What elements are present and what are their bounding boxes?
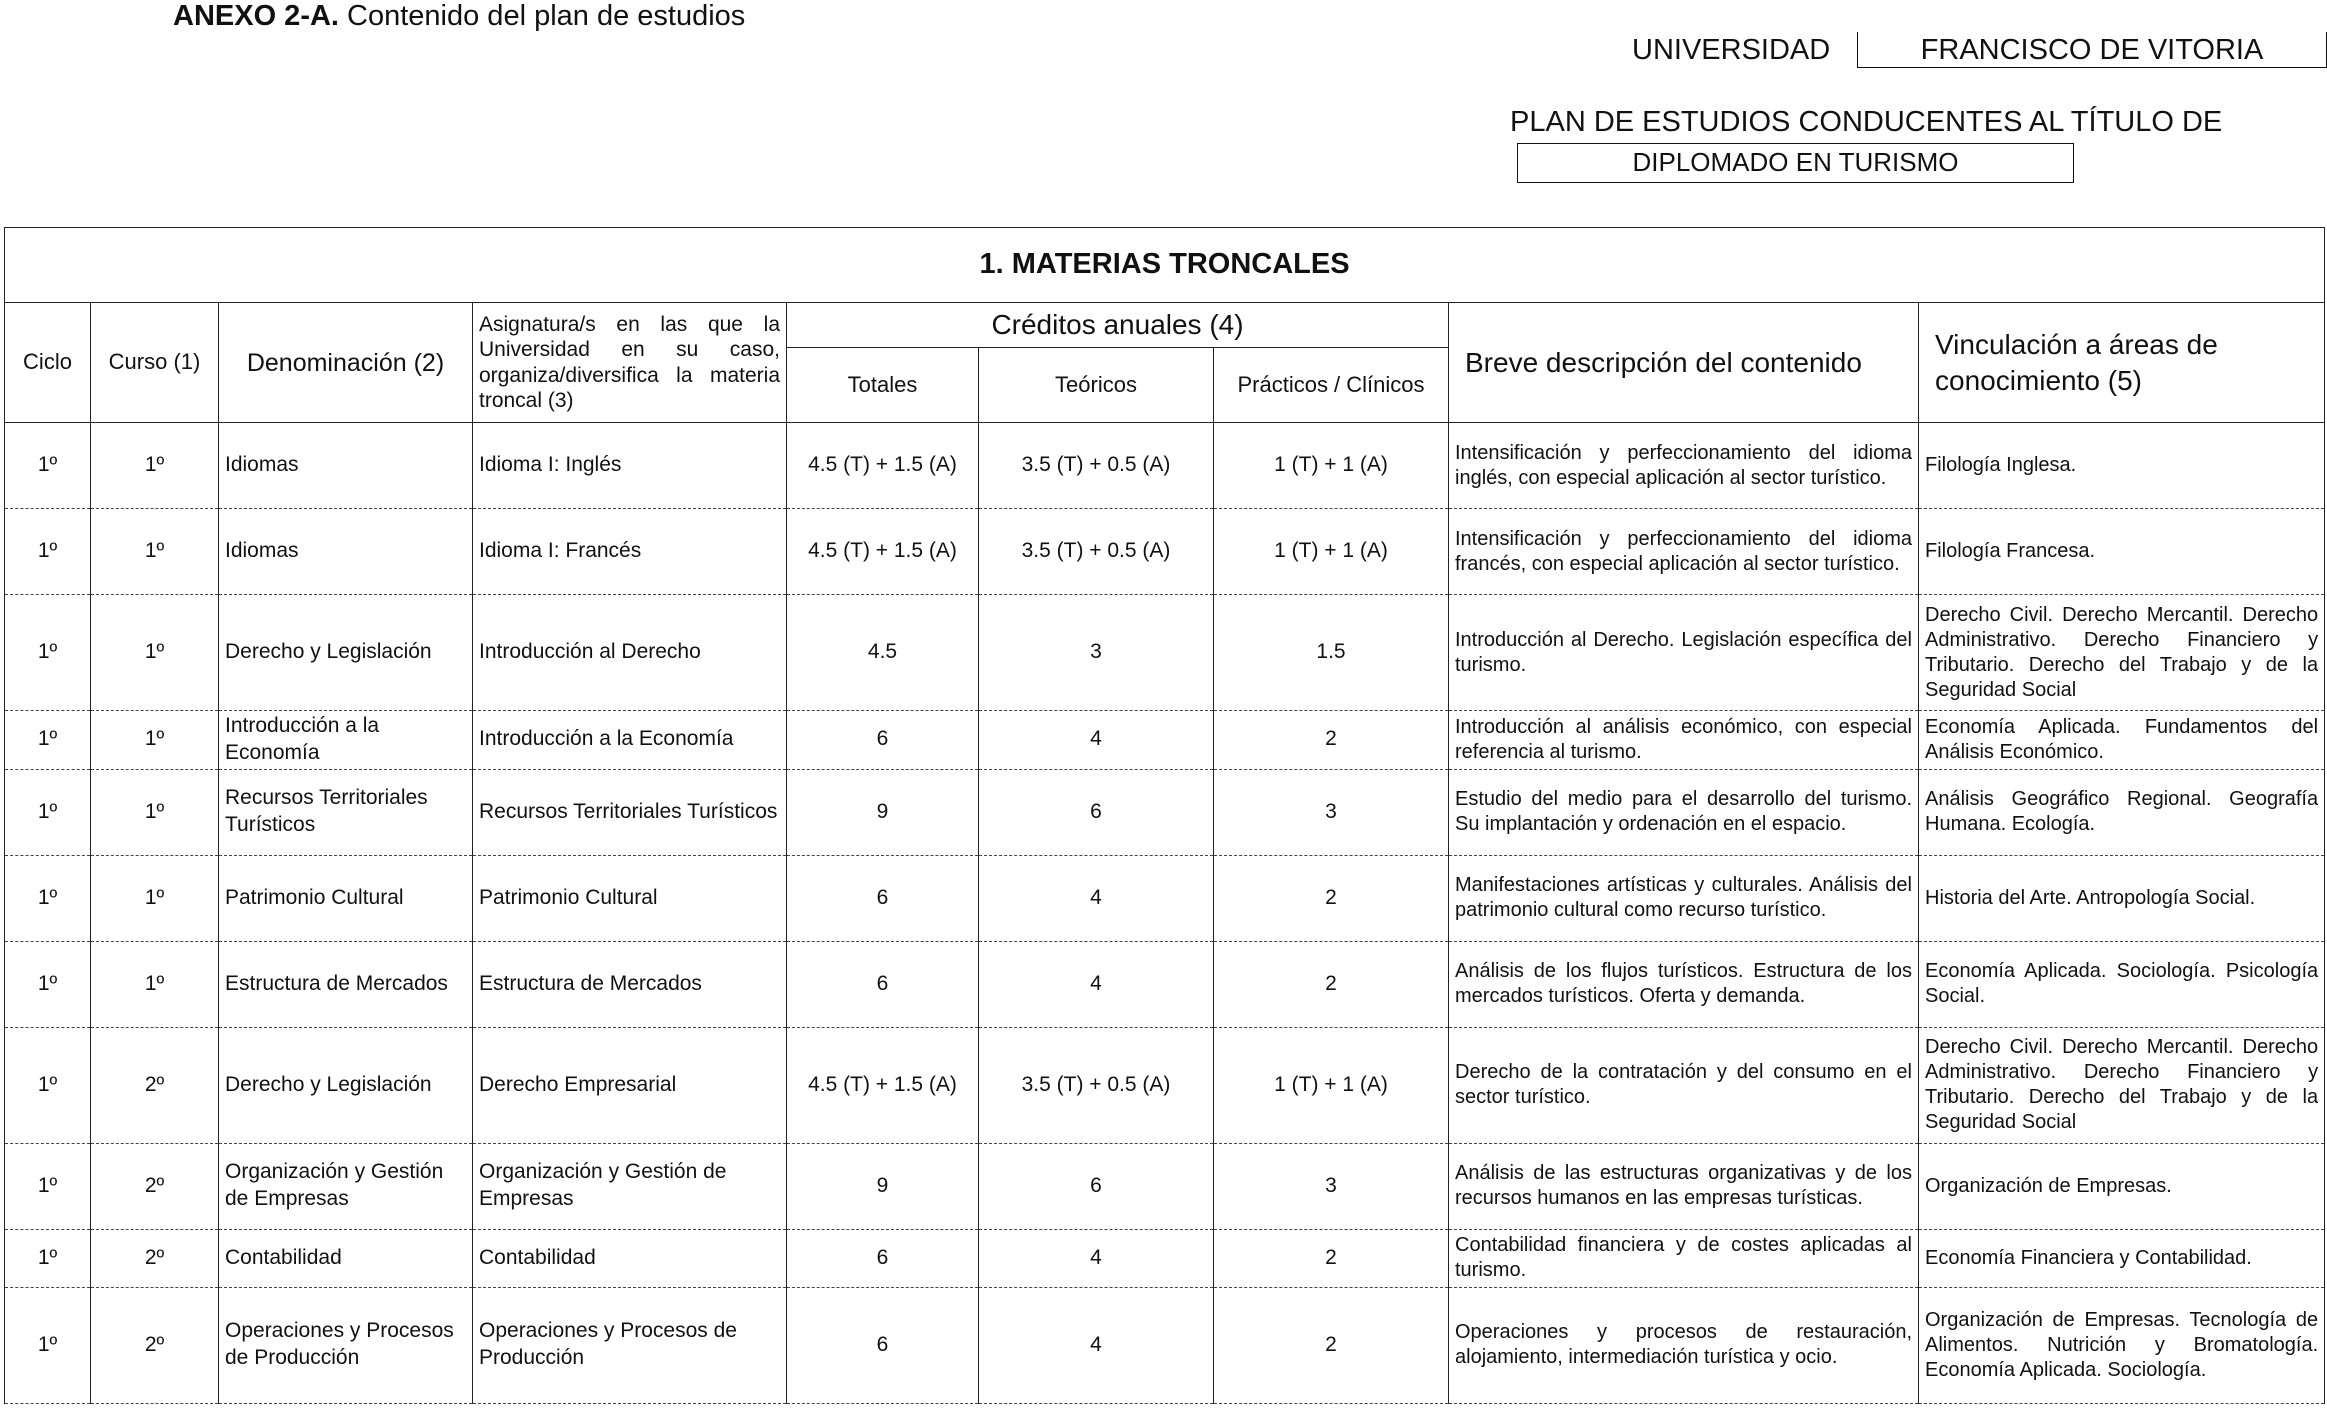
cell-denominacion: Patrimonio Cultural — [219, 855, 473, 941]
table-row — [5, 1229, 2325, 1287]
cell-vinculacion: Derecho Civil. Derecho Mercantil. Derecho Administrativo. Derecho Financiero y Tributario. Derecho del Trabajo y de la Seguridad Social — [1919, 1027, 2325, 1143]
cell-vinculacion: Análisis Geográfico Regional. Geografía Humana. Ecología. — [1919, 769, 2325, 855]
cell-ciclo: 1º — [5, 595, 91, 711]
cell-vinculacion: Filología Inglesa. — [1919, 423, 2325, 509]
cell-asignatura: Introducción a la Economía — [473, 711, 787, 770]
cell-ciclo: 1º — [5, 711, 91, 770]
cell-descripcion: Manifestaciones artísticas y culturales. Análisis del patrimonio cultural como recurso turístico. — [1449, 855, 1919, 941]
col-header-teoricos: Teóricos — [979, 348, 1214, 423]
cell-curso: 1º — [91, 941, 219, 1027]
cell-asignatura: Organización y Gestión de Empresas — [473, 1143, 787, 1229]
cell-asignatura: Estructura de Mercados — [473, 941, 787, 1027]
cell-denominacion: Estructura de Mercados — [219, 941, 473, 1027]
cell-asignatura: Introducción al Derecho — [473, 595, 787, 711]
cell-asignatura: Recursos Territoriales Turísticos — [473, 769, 787, 855]
col-header-totales: Totales — [787, 348, 979, 423]
cell-practicos: 1 (T) + 1 (A) — [1214, 509, 1449, 595]
cell-vinculacion: Historia del Arte. Antropología Social. — [1919, 855, 2325, 941]
cell-descripcion: Intensificación y perfeccionamiento del idioma inglés, con especial aplicación al sector turístico. — [1449, 423, 1919, 509]
cell-denominacion: Operaciones y Procesos de Producción — [219, 1287, 473, 1403]
core-subjects-table — [4, 227, 2325, 1404]
cell-totales: 6 — [787, 941, 979, 1027]
university-name-field: FRANCISCO DE VITORIA — [1857, 32, 2327, 68]
cell-ciclo: 1º — [5, 423, 91, 509]
section-title: 1. MATERIAS TRONCALES — [5, 228, 2325, 303]
cell-ciclo: 1º — [5, 509, 91, 595]
cell-descripcion: Derecho de la contratación y del consumo en el sector turístico. — [1449, 1027, 1919, 1143]
col-header-descripcion: Breve descripción del contenido — [1449, 303, 1919, 423]
cell-practicos: 1 (T) + 1 (A) — [1214, 1027, 1449, 1143]
cell-ciclo: 1º — [5, 941, 91, 1027]
table-row — [5, 941, 2325, 1027]
cell-curso: 1º — [91, 509, 219, 595]
cell-curso: 1º — [91, 769, 219, 855]
col-header-denominacion: Denominación (2) — [219, 303, 473, 423]
cell-asignatura: Contabilidad — [473, 1229, 787, 1287]
cell-vinculacion: Organización de Empresas. — [1919, 1143, 2325, 1229]
cell-ciclo: 1º — [5, 769, 91, 855]
cell-asignatura: Idioma I: Francés — [473, 509, 787, 595]
annex-subtitle: Contenido del plan de estudios — [338, 0, 746, 32]
cell-teoricos: 3 — [979, 595, 1214, 711]
cell-denominacion: Idiomas — [219, 423, 473, 509]
cell-totales: 4.5 (T) + 1.5 (A) — [787, 509, 979, 595]
cell-totales: 6 — [787, 1287, 979, 1403]
col-header-ciclo: Ciclo — [5, 303, 91, 423]
cell-teoricos: 3.5 (T) + 0.5 (A) — [979, 423, 1214, 509]
table-row — [5, 595, 2325, 711]
cell-denominacion: Contabilidad — [219, 1229, 473, 1287]
cell-practicos: 2 — [1214, 711, 1449, 770]
cell-totales: 4.5 (T) + 1.5 (A) — [787, 423, 979, 509]
cell-practicos: 2 — [1214, 1229, 1449, 1287]
cell-denominacion: Organización y Gestión de Empresas — [219, 1143, 473, 1229]
cell-practicos: 1 (T) + 1 (A) — [1214, 423, 1449, 509]
cell-vinculacion: Organización de Empresas. Tecnología de Alimentos. Nutrición y Bromatología. Economía Aplicada. Sociología. — [1919, 1287, 2325, 1403]
cell-denominacion: Derecho y Legislación — [219, 595, 473, 711]
cell-teoricos: 4 — [979, 711, 1214, 770]
cell-teoricos: 6 — [979, 769, 1214, 855]
cell-asignatura: Derecho Empresarial — [473, 1027, 787, 1143]
table-row — [5, 1143, 2325, 1229]
cell-curso: 1º — [91, 595, 219, 711]
cell-ciclo: 1º — [5, 1143, 91, 1229]
cell-descripcion: Operaciones y procesos de restauración, alojamiento, intermediación turística y ocio. — [1449, 1287, 1919, 1403]
cell-descripcion: Análisis de las estructuras organizativas y de los recursos humanos en las empresas turísticas. — [1449, 1143, 1919, 1229]
cell-teoricos: 4 — [979, 941, 1214, 1027]
cell-practicos: 2 — [1214, 855, 1449, 941]
cell-teoricos: 6 — [979, 1143, 1214, 1229]
cell-curso: 2º — [91, 1229, 219, 1287]
cell-vinculacion: Economía Aplicada. Sociología. Psicología Social. — [1919, 941, 2325, 1027]
annex-label: ANEXO 2-A. — [173, 0, 339, 32]
cell-practicos: 2 — [1214, 941, 1449, 1027]
table-row — [5, 423, 2325, 509]
degree-title-field: DIPLOMADO EN TURISMO — [1517, 143, 2074, 183]
cell-totales: 6 — [787, 711, 979, 770]
cell-descripcion: Intensificación y perfeccionamiento del idioma francés, con especial aplicación al sector turístico. — [1449, 509, 1919, 595]
table-row — [5, 711, 2325, 770]
university-label: UNIVERSIDAD — [1632, 34, 1831, 66]
table-row — [5, 509, 2325, 595]
cell-descripcion: Análisis de los flujos turísticos. Estructura de los mercados turísticos. Oferta y demanda. — [1449, 941, 1919, 1027]
cell-teoricos: 3.5 (T) + 0.5 (A) — [979, 1027, 1214, 1143]
cell-ciclo: 1º — [5, 1027, 91, 1143]
cell-ciclo: 1º — [5, 855, 91, 941]
cell-descripcion: Estudio del medio para el desarrollo del turismo. Su implantación y ordenación en el espacio. — [1449, 769, 1919, 855]
table-row — [5, 855, 2325, 941]
cell-totales: 4.5 (T) + 1.5 (A) — [787, 1027, 979, 1143]
cell-totales: 4.5 — [787, 595, 979, 711]
cell-practicos: 3 — [1214, 769, 1449, 855]
cell-totales: 9 — [787, 769, 979, 855]
col-header-vinculacion: Vinculación a áreas de conocimiento (5) — [1919, 303, 2325, 423]
col-header-asignatura: Asignatura/s en las que la Universidad en su caso, organiza/diversifica la materia troncal (3) — [473, 303, 787, 423]
cell-descripcion: Contabilidad financiera y de costes aplicadas al turismo. — [1449, 1229, 1919, 1287]
cell-denominacion: Derecho y Legislación — [219, 1027, 473, 1143]
table-body — [5, 423, 2325, 1404]
cell-curso: 2º — [91, 1143, 219, 1229]
cell-asignatura: Idioma I: Inglés — [473, 423, 787, 509]
cell-teoricos: 3.5 (T) + 0.5 (A) — [979, 509, 1214, 595]
cell-asignatura: Operaciones y Procesos de Producción — [473, 1287, 787, 1403]
cell-denominacion: Idiomas — [219, 509, 473, 595]
cell-denominacion: Recursos Territoriales Turísticos — [219, 769, 473, 855]
cell-vinculacion: Economía Aplicada. Fundamentos del Análisis Económico. — [1919, 711, 2325, 770]
cell-practicos: 2 — [1214, 1287, 1449, 1403]
cell-teoricos: 4 — [979, 1229, 1214, 1287]
cell-denominacion: Introducción a la Economía — [219, 711, 473, 770]
cell-curso: 2º — [91, 1027, 219, 1143]
cell-descripcion: Introducción al análisis económico, con especial referencia al turismo. — [1449, 711, 1919, 770]
col-header-practicos: Prácticos / Clínicos — [1214, 348, 1449, 423]
col-header-creditos: Créditos anuales (4) — [787, 303, 1449, 348]
cell-totales: 9 — [787, 1143, 979, 1229]
cell-practicos: 1.5 — [1214, 595, 1449, 711]
cell-practicos: 3 — [1214, 1143, 1449, 1229]
study-plan-label: PLAN DE ESTUDIOS CONDUCENTES AL TÍTULO DE — [1510, 106, 2223, 138]
table-row — [5, 1027, 2325, 1143]
cell-curso: 2º — [91, 1287, 219, 1403]
cell-asignatura: Patrimonio Cultural — [473, 855, 787, 941]
cell-curso: 1º — [91, 423, 219, 509]
cell-teoricos: 4 — [979, 855, 1214, 941]
table-row — [5, 1287, 2325, 1403]
cell-curso: 1º — [91, 711, 219, 770]
cell-ciclo: 1º — [5, 1229, 91, 1287]
cell-vinculacion: Derecho Civil. Derecho Mercantil. Derecho Administrativo. Derecho Financiero y Tributario. Derecho del Trabajo y de la Seguridad Social — [1919, 595, 2325, 711]
table-row — [5, 769, 2325, 855]
cell-curso: 1º — [91, 855, 219, 941]
cell-totales: 6 — [787, 855, 979, 941]
cell-descripcion: Introducción al Derecho. Legislación específica del turismo. — [1449, 595, 1919, 711]
cell-teoricos: 4 — [979, 1287, 1214, 1403]
document-title — [173, 0, 745, 33]
cell-totales: 6 — [787, 1229, 979, 1287]
cell-vinculacion: Economía Financiera y Contabilidad. — [1919, 1229, 2325, 1287]
col-header-curso: Curso (1) — [91, 303, 219, 423]
cell-ciclo: 1º — [5, 1287, 91, 1403]
cell-vinculacion: Filología Francesa. — [1919, 509, 2325, 595]
